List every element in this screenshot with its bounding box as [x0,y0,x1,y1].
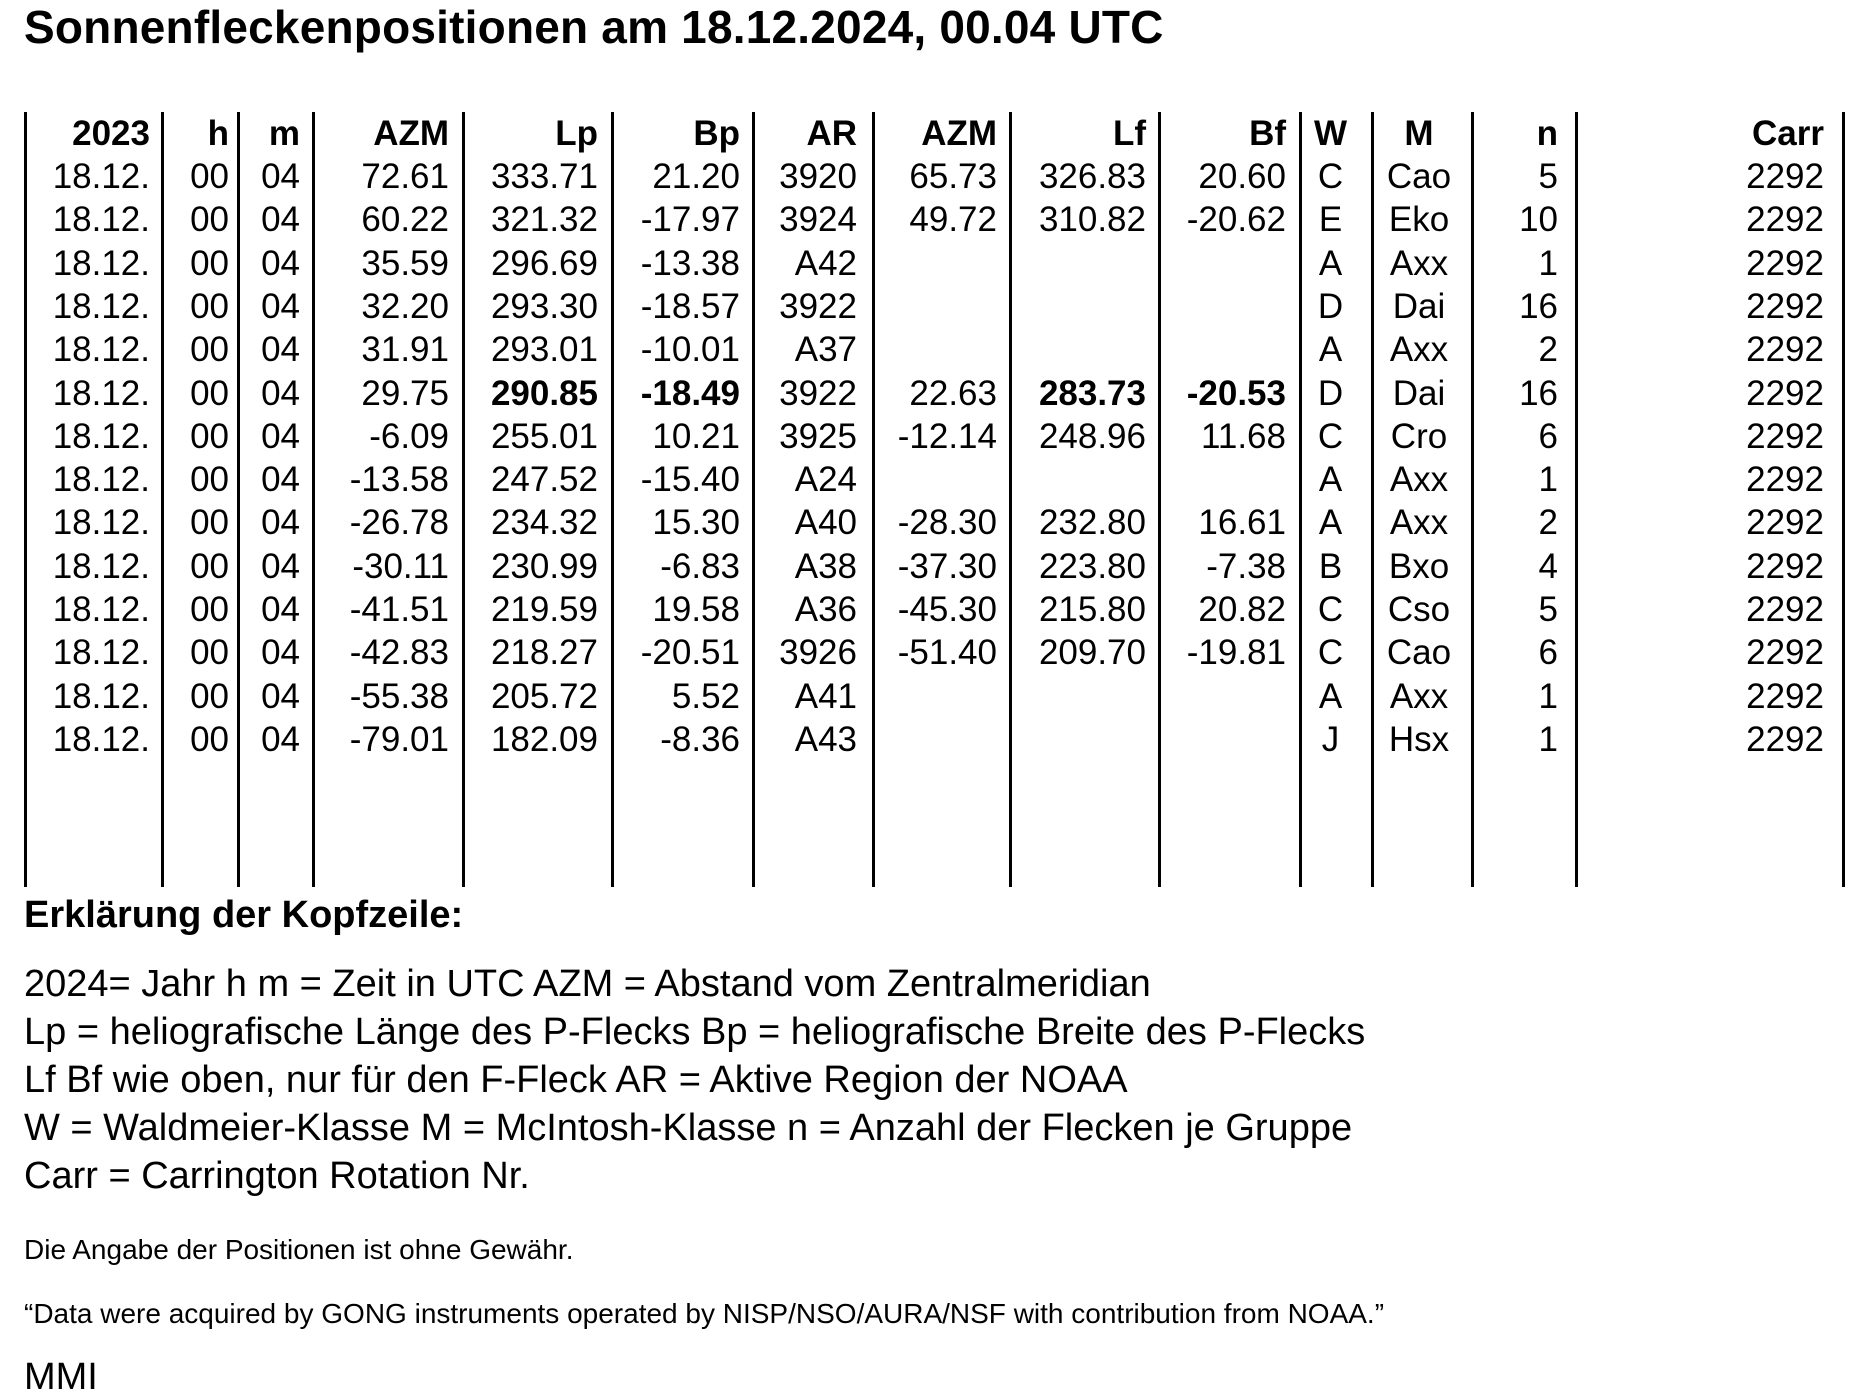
cell-ar: A24 [794,460,857,500]
cell-bf [1161,330,1286,370]
cell-azm-p: -41.51 [349,590,449,629]
cell-carrington: 2292 [1746,373,1824,413]
cell-azm-f: 65.73 [909,157,997,196]
header-azm-f: AZM [921,114,997,153]
cell-count: 10 [1519,200,1558,240]
cell-carrington: 2292 [1746,590,1824,629]
cell-bp: -13.38 [640,243,740,283]
cell-carrington: 2292 [1746,460,1824,500]
column-divider [161,112,164,887]
cell-azm-f: -28.30 [897,503,997,543]
legend-line: 2024= Jahr h m = Zeit in UTC AZM = Abstand vom Zentralmeridian [24,963,1151,1005]
cell-mcintosh: Dai [1392,286,1446,326]
column-divider [611,112,614,887]
cell-minute: 04 [261,416,300,456]
cell-azm-p: -26.78 [349,503,449,543]
cell-date: 18.12. [52,200,150,240]
cell-hour: 00 [190,590,229,629]
cell-waldmeier: D [1317,286,1344,326]
legend-line: Lp = heliografische Länge des P-Flecks Bp = heliografische Breite des P-Flecks [24,1011,1366,1053]
cell-carrington: 2292 [1746,200,1824,240]
cell-mcintosh: Bxo [1388,546,1450,586]
cell-carrington: 2292 [1746,243,1824,283]
acknowledgement-note: “Data were acquired by GONG instruments operated by NISP/NSO/AURA/NSF with contribution from NOAA.” [24,1298,1385,1329]
header-count: n [1536,114,1558,153]
cell-ar: A36 [794,590,857,629]
cell-azm-p: 72.61 [361,157,449,196]
cell-hour: 00 [190,157,229,196]
cell-hour: 00 [190,330,229,370]
cell-hour: 00 [190,719,229,759]
cell-azm-p: -6.09 [369,416,449,456]
cell-mcintosh: Eko [1388,200,1450,240]
cell-carrington: 2292 [1746,330,1824,370]
cell-azm-f [875,330,997,370]
cell-lf [1012,330,1146,370]
cell-azm-f [875,287,997,327]
cell-waldmeier: A [1318,676,1343,716]
cell-carrington: 2292 [1746,416,1824,456]
cell-minute: 04 [261,590,300,629]
cell-azm-p: 29.75 [361,373,449,413]
cell-bp: 19.58 [652,590,740,629]
cell-ar: 3920 [779,157,857,196]
cell-bf: 20.60 [1198,157,1286,196]
cell-lp: 255.01 [490,416,598,456]
cell-hour: 00 [190,676,229,716]
cell-ar: A38 [794,546,857,586]
cell-bp: -20.51 [640,633,740,673]
cell-date: 18.12. [52,676,150,716]
cell-lp: 293.01 [490,330,598,370]
cell-waldmeier: C [1317,416,1344,456]
cell-waldmeier: C [1317,590,1344,629]
cell-ar: A43 [794,719,857,759]
cell-date: 18.12. [52,243,150,283]
cell-hour: 00 [190,373,229,413]
cell-azm-f: -51.40 [897,633,997,673]
legend-line: Lf Bf wie oben, nur für den F-Fleck AR = Aktive Region der NOAA [24,1059,1128,1101]
cell-waldmeier: D [1317,373,1344,413]
cell-ar: A41 [794,676,857,716]
cell-minute: 04 [261,243,300,283]
cell-bf: 16.61 [1198,503,1286,543]
cell-count: 6 [1538,633,1558,673]
cell-bp: 10.21 [652,416,740,456]
cell-mcintosh: Hsx [1388,719,1450,759]
legend-line: Carr = Carrington Rotation Nr. [24,1155,530,1197]
legend-lines [24,960,1365,1200]
cell-lf: 215.80 [1038,590,1146,629]
cell-lp: 234.32 [490,503,598,543]
cell-azm-p: -13.58 [349,460,449,500]
cell-hour: 00 [190,243,229,283]
cell-azm-p: -30.11 [352,546,449,586]
cell-date: 18.12. [52,546,150,586]
cell-waldmeier: B [1318,546,1343,586]
cell-minute: 04 [261,460,300,500]
cell-lp: 333.71 [490,157,598,196]
cell-lf: 283.73 [1038,373,1146,413]
cell-lf: 223.80 [1038,546,1146,586]
cell-minute: 04 [261,503,300,543]
cell-lf: 326.83 [1038,157,1146,196]
cell-lf [1012,287,1146,327]
header-lf: Lf [1112,114,1146,153]
cell-date: 18.12. [52,416,150,456]
header-minute: m [268,114,300,153]
cell-date: 18.12. [52,286,150,326]
cell-hour: 00 [190,633,229,673]
cell-azm-p: -42.83 [349,633,449,673]
cell-waldmeier: E [1318,200,1343,240]
cell-waldmeier: A [1318,330,1343,370]
cell-bf [1161,244,1286,284]
cell-minute: 04 [261,286,300,326]
cell-waldmeier: C [1317,157,1344,196]
cell-lf: 310.82 [1038,200,1146,240]
disclaimer-note: Die Angabe der Positionen ist ohne Gewähr. [24,1234,574,1265]
cell-carrington: 2292 [1746,503,1824,543]
cell-count: 2 [1538,503,1558,543]
cell-azm-p: 32.20 [361,286,449,326]
cell-minute: 04 [261,546,300,586]
legend-heading: Erklärung der Kopfzeile: [24,894,464,936]
cell-lf [1012,677,1146,717]
cell-carrington: 2292 [1746,286,1824,326]
cell-count: 6 [1538,416,1558,456]
cell-count: 1 [1538,719,1558,759]
cell-ar: A42 [794,243,857,283]
cell-minute: 04 [261,330,300,370]
cell-count: 5 [1538,590,1558,629]
cell-azm-p: 35.59 [361,243,449,283]
cell-lp: 296.69 [490,243,598,283]
cell-count: 2 [1538,330,1558,370]
cell-bf [1161,677,1286,717]
cell-bp: -17.97 [640,200,740,240]
header-bf: Bf [1249,114,1286,153]
cell-ar: 3922 [779,373,857,413]
cell-hour: 00 [190,503,229,543]
cell-hour: 00 [190,416,229,456]
cell-bf: -20.62 [1186,200,1286,240]
cell-carrington: 2292 [1746,546,1824,586]
cell-minute: 04 [261,200,300,240]
cell-mcintosh: Axx [1389,503,1449,543]
cell-ar: A40 [794,503,857,543]
legend [24,892,1365,1200]
cell-bp: -18.49 [640,373,740,413]
signature: MMI [24,1356,98,1398]
cell-bp: -15.40 [640,460,740,500]
cell-bf: -7.38 [1206,546,1286,586]
cell-azm-f [875,244,997,284]
cell-bf: -19.81 [1186,633,1286,673]
cell-carrington: 2292 [1746,676,1824,716]
cell-azm-p: 60.22 [361,200,449,240]
cell-date: 18.12. [52,503,150,543]
legend-line: W = Waldmeier-Klasse M = McIntosh-Klasse n = Anzahl der Flecken je Gruppe [24,1107,1353,1149]
cell-minute: 04 [261,373,300,413]
cell-mcintosh: Cao [1386,633,1452,673]
cell-count: 4 [1538,546,1558,586]
cell-bp: -6.83 [660,546,740,586]
cell-lp: 218.27 [490,633,598,673]
cell-waldmeier: A [1318,503,1343,543]
header-azm-p: AZM [373,114,449,153]
cell-date: 18.12. [52,330,150,370]
cell-azm-p: 31.91 [361,330,449,370]
cell-waldmeier: J [1321,719,1340,759]
cell-ar: 3926 [779,633,857,673]
header-mcintosh: M [1404,114,1434,153]
cell-count: 1 [1538,460,1558,500]
header-carrington: Carr [1752,114,1824,153]
cell-bp: -8.36 [660,719,740,759]
header-ar: AR [806,114,857,153]
cell-date: 18.12. [52,157,150,196]
cell-minute: 04 [261,633,300,673]
cell-lf [1012,460,1146,500]
cell-hour: 00 [190,286,229,326]
cell-lp: 230.99 [490,546,598,586]
cell-azm-f [875,677,997,717]
cell-bp: 5.52 [671,676,740,716]
cell-lp: 247.52 [490,460,598,500]
cell-waldmeier: A [1318,243,1343,283]
cell-mcintosh: Axx [1389,676,1449,716]
cell-bf: 11.68 [1201,416,1286,456]
cell-bf: 20.82 [1198,590,1286,629]
cell-minute: 04 [261,676,300,716]
cell-azm-f: -37.30 [897,546,997,586]
header-lp: Lp [555,114,598,153]
column-divider [1842,112,1845,887]
header-hour: h [207,114,229,153]
cell-minute: 04 [261,157,300,196]
cell-ar: 3925 [779,416,857,456]
header-date: 2023 [72,114,150,153]
cell-waldmeier: A [1318,460,1343,500]
cell-azm-p: -55.38 [349,676,449,716]
cell-bf [1161,287,1286,327]
header-bp: Bp [693,114,740,153]
cell-waldmeier: C [1317,633,1344,673]
cell-bp: 15.30 [652,503,740,543]
cell-bf [1161,460,1286,500]
cell-ar: A37 [794,330,857,370]
column-divider [24,112,27,887]
cell-date: 18.12. [52,373,150,413]
cell-date: 18.12. [52,460,150,500]
cell-lp: 290.85 [490,373,598,413]
cell-bp: 21.20 [652,157,740,196]
cell-date: 18.12. [52,633,150,673]
cell-mcintosh: Cro [1390,416,1448,456]
cell-lf [1012,244,1146,284]
cell-lp: 205.72 [490,676,598,716]
cell-hour: 00 [190,200,229,240]
cell-bf: -20.53 [1186,373,1286,413]
cell-mcintosh: Axx [1389,460,1449,500]
cell-hour: 00 [190,460,229,500]
cell-azm-f: 22.63 [909,373,997,413]
cell-ar: 3922 [779,286,857,326]
cell-bp: -10.01 [640,330,740,370]
cell-lp: 321.32 [490,200,598,240]
cell-mcintosh: Axx [1389,243,1449,283]
cell-carrington: 2292 [1746,157,1824,196]
cell-mcintosh: Cao [1386,157,1452,196]
cell-hour: 00 [190,546,229,586]
cell-carrington: 2292 [1746,633,1824,673]
cell-lp: 219.59 [490,590,598,629]
cell-lp: 293.30 [490,286,598,326]
cell-mcintosh: Dai [1392,373,1446,413]
cell-bf [1161,720,1286,760]
cell-count: 1 [1538,676,1558,716]
cell-mcintosh: Axx [1389,330,1449,370]
cell-date: 18.12. [52,719,150,759]
cell-lp: 182.09 [490,719,598,759]
cell-count: 16 [1519,373,1558,413]
cell-mcintosh: Cso [1387,590,1451,629]
cell-bp: -18.57 [640,286,740,326]
cell-count: 1 [1538,243,1558,283]
cell-carrington: 2292 [1746,719,1824,759]
cell-lf: 209.70 [1038,633,1146,673]
cell-date: 18.12. [52,590,150,629]
cell-azm-f: 49.72 [909,200,997,240]
cell-ar: 3924 [779,200,857,240]
cell-azm-f: -12.14 [897,416,997,456]
cell-azm-f [875,460,997,500]
cell-lf: 232.80 [1038,503,1146,543]
cell-count: 16 [1519,286,1558,326]
cell-count: 5 [1538,157,1558,196]
cell-azm-f [875,720,997,760]
cell-minute: 04 [261,719,300,759]
cell-lf: 248.96 [1038,416,1146,456]
cell-azm-f: -45.30 [897,590,997,629]
cell-lf [1012,720,1146,760]
header-waldmeier: W [1313,114,1348,153]
page-title: Sonnenfleckenpositionen am 18.12.2024, 00.04 UTC [24,1,1164,53]
cell-azm-p: -79.01 [349,719,449,759]
